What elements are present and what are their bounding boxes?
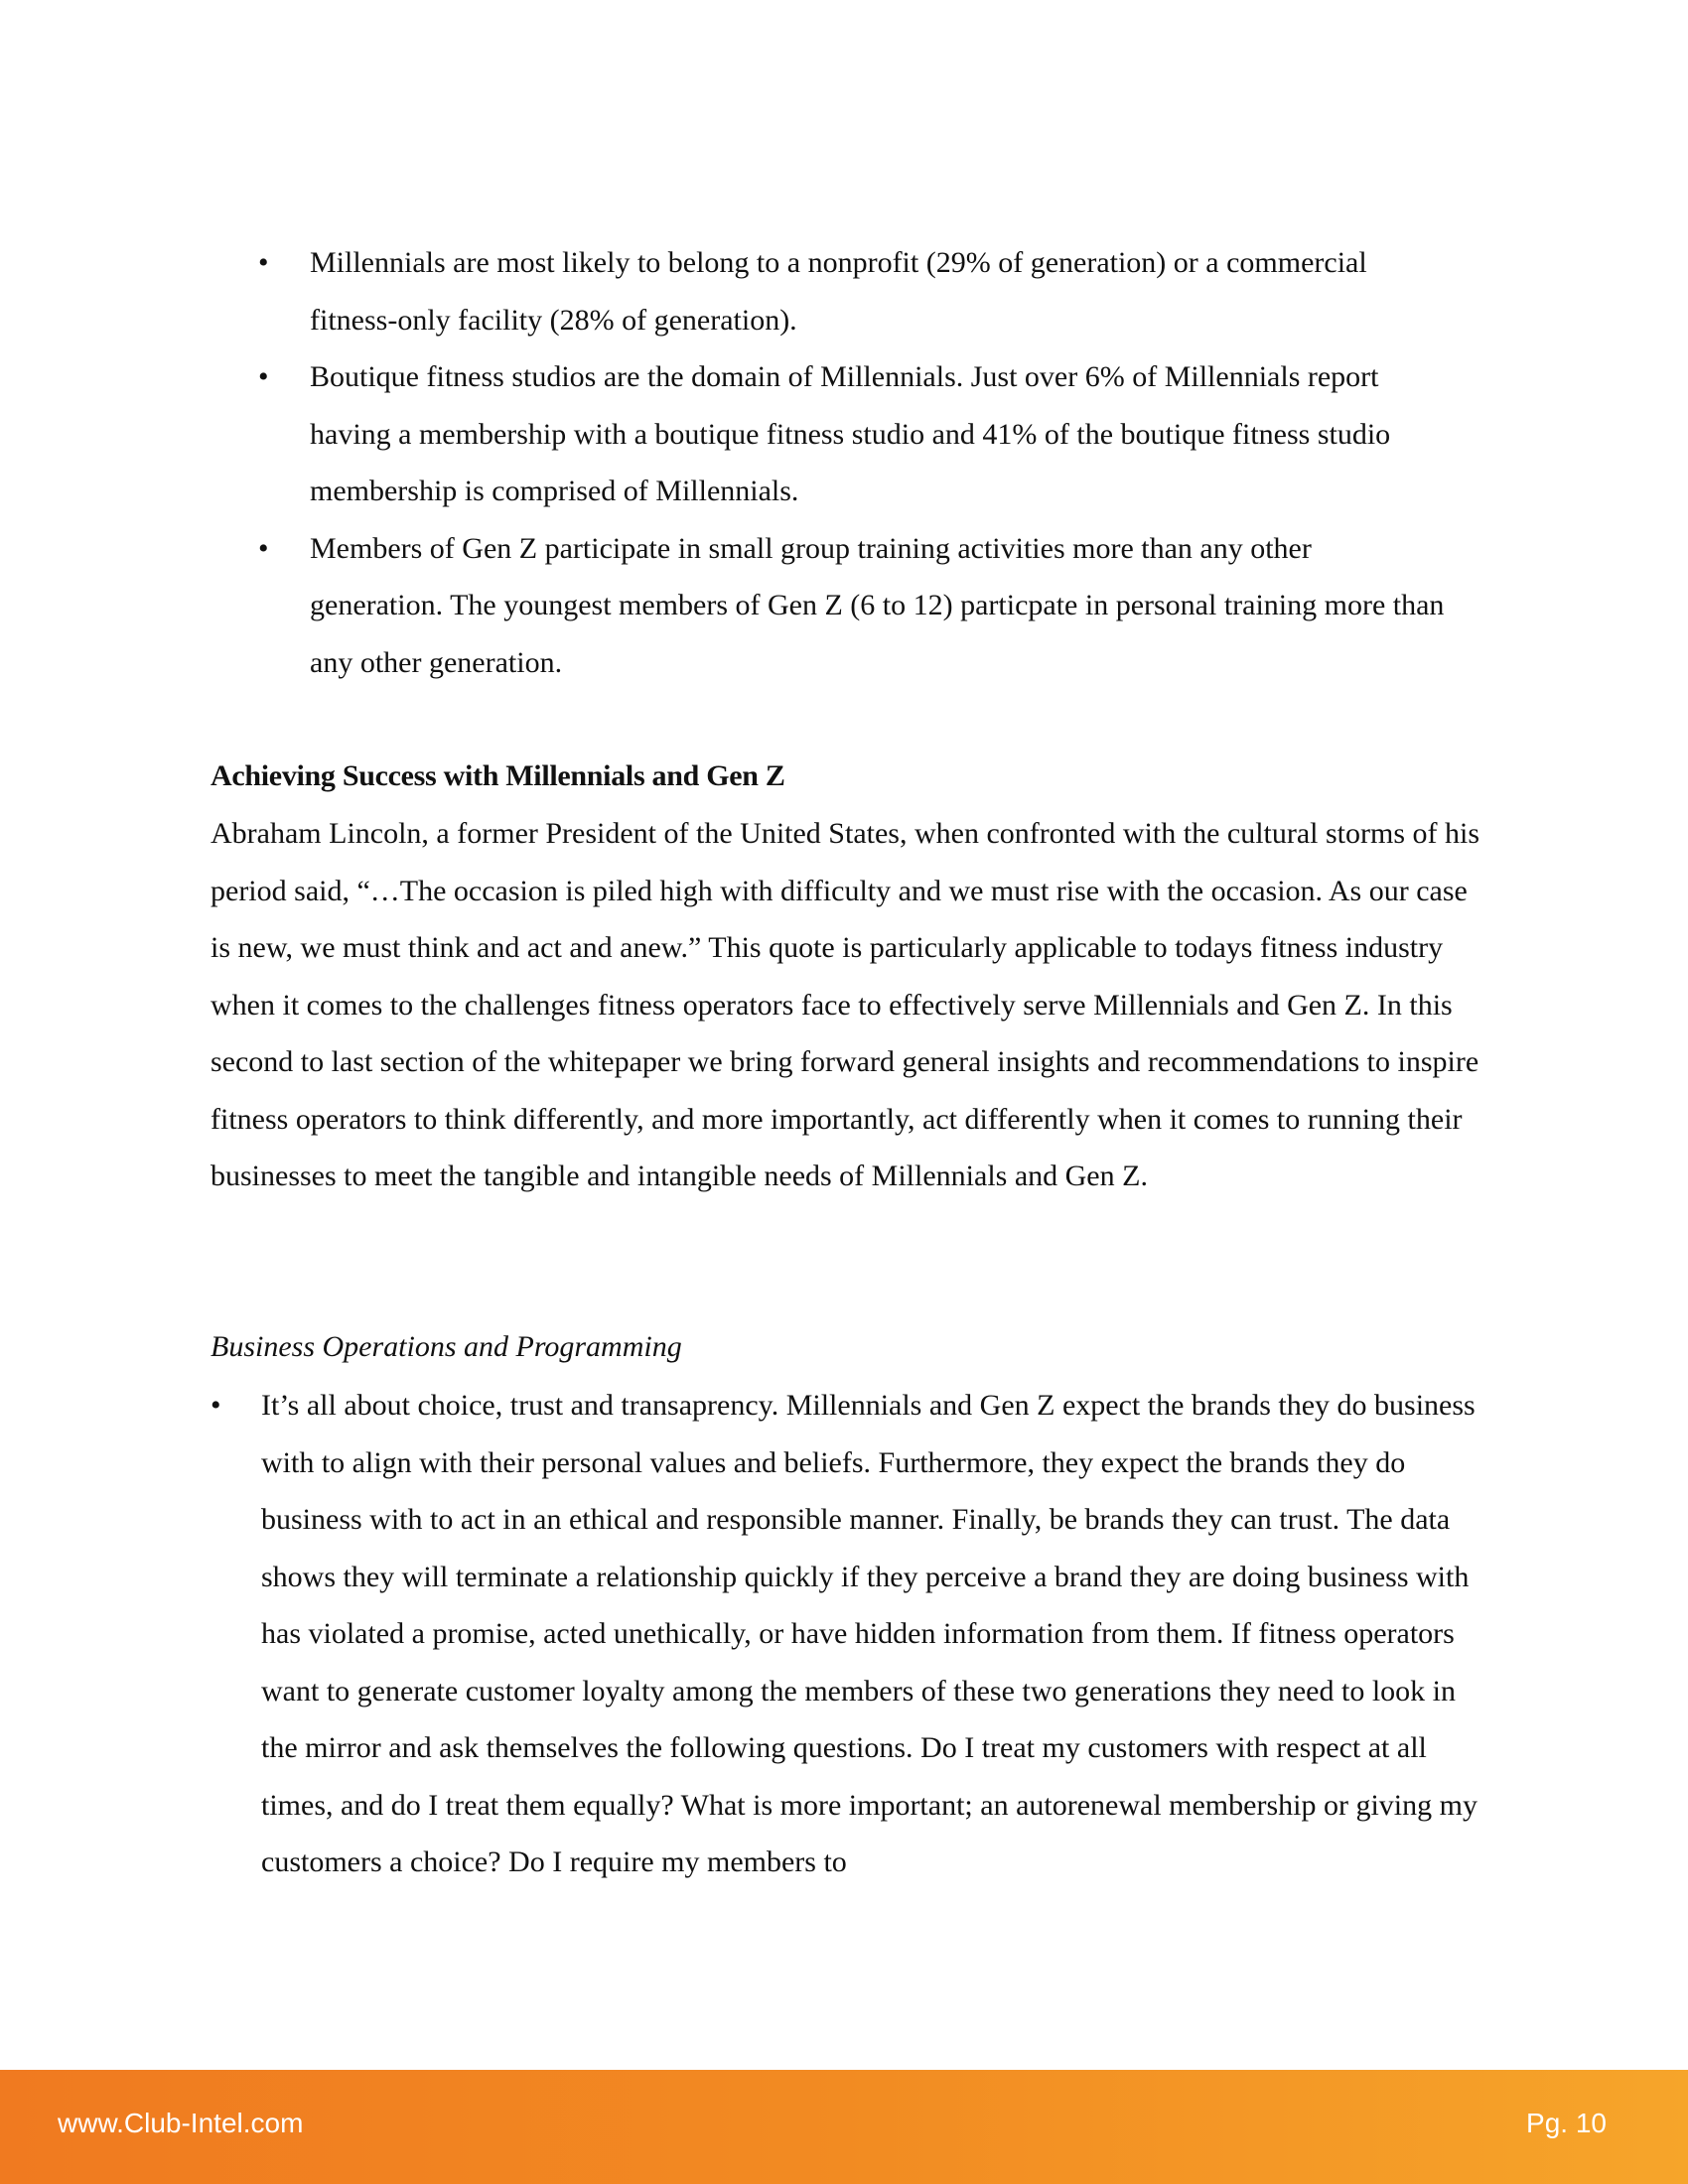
section-body-paragraph: Abraham Lincoln, a former President of the United States, when confronted with the cultural storms of his period said, “…The occasion is piled high with difficulty and we must rise with the occasion. As our case is new, we must think and act and anew.” This quote is particularly applicable to todays fitness industry when it comes to the challenges fitness operators face to effectively serve Millennials and Gen Z. In this second to last section of the whitepaper we bring forward general insights and recommendations to inspire fitness operators to think differently, and more importantly, act differently when it comes to running their businesses to meet the tangible and intangible needs of Millennials and Gen Z. — [211, 817, 1480, 1192]
list-item — [258, 348, 1450, 520]
bullet-icon: • — [258, 531, 269, 565]
page-number: Pg. 10 — [1526, 2108, 1607, 2138]
bullet-icon: • — [258, 246, 269, 279]
list-item — [258, 520, 1450, 692]
subsection-bullet-list — [211, 1377, 1481, 1891]
bullet-icon: • — [211, 1389, 221, 1422]
subsection-heading: Business Operations and Programming — [211, 1330, 682, 1363]
bullet-text: Boutique fitness studios are the domain of Millennials. Just over 6% of Millennials report having a membership with a boutique fitness studio and 41% of the boutique fitness studio membership is comprised of Millennials. — [310, 360, 1391, 507]
footer-website-link[interactable]: www.Club-Intel.com — [58, 2108, 304, 2138]
bullet-text: Millennials are most likely to belong to a nonprofit (29% of generation) or a commercial fitness-only facility (28% of generation). — [310, 246, 1367, 337]
bullet-text: Members of Gen Z participate in small group training activities more than any other generation. The youngest members of Gen Z (6 to 12) particpate in personal training more than any other generation. — [310, 531, 1445, 679]
list-item — [258, 234, 1450, 348]
top-bullet-list — [258, 234, 1450, 691]
list-item — [211, 1377, 1481, 1891]
bullet-text: It’s all about choice, trust and transaprency. Millennials and Gen Z expect the brands they do business with to align with their personal values and beliefs. Furthermore, they expect the brands they do business with to act in an ethical and responsible manner. Finally, be brands they can trust. The data shows they will terminate a relationship quickly if they perceive a brand they are doing business with has violated a promise, acted unethically, or have hidden information from them. If fitness operators want to generate customer loyalty among the members of these two generations they need to look in the mirror and ask themselves the following questions. Do I treat my customers with respect at all times, and do I treat them equally? What is more important; an autorenewal membership or giving my customers a choice? Do I require my members to — [261, 1389, 1477, 1878]
bullet-icon: • — [258, 360, 269, 393]
page-footer — [0, 2070, 1688, 2184]
section-heading: Achieving Success with Millennials and Gen Z — [211, 759, 785, 792]
